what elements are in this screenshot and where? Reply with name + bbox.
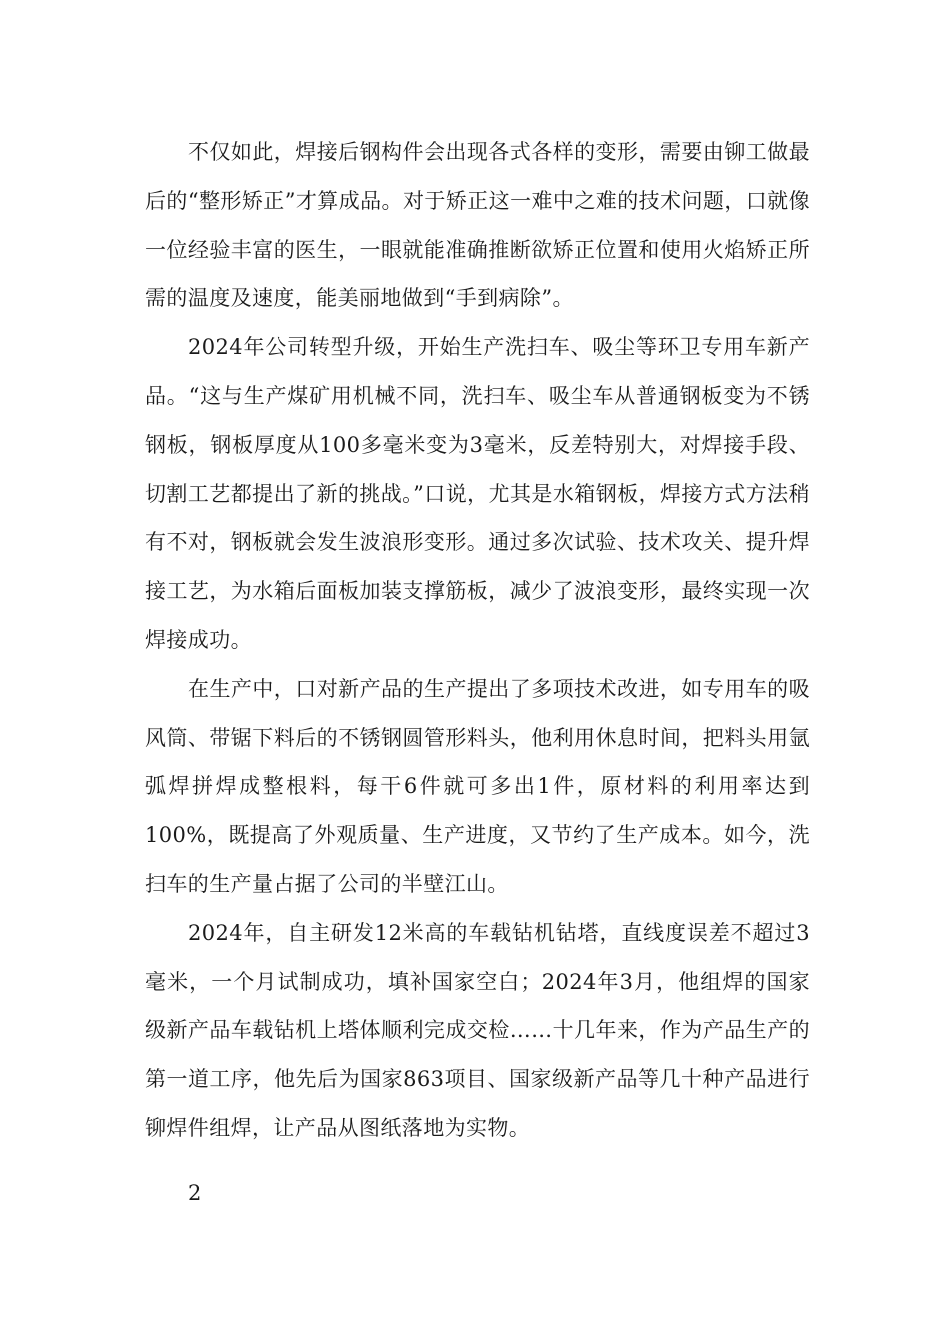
paragraph-correction: 不仅如此，焊接后钢构件会出现各式各样的变形，需要由铆工做最后的“整形矫正”才算成品。对于矫正这一难中之难的技术问题，口就像一位经验丰富的医生，一眼就能准确推断欲矫正位置和使用火焰矫正所需的温度及速度，能美丽地做到“手到病除”。	[145, 140, 810, 311]
page-number: 2	[188, 1181, 202, 1205]
paragraph-improvements: 在生产中，口对新产品的生产提出了多项技术改进，如专用车的吸风筒、带锯下料后的不锈钢圆管形料头，他利用休息时间，把料头用氩弧焊拼焊成整根料，每干6件就可多出1件，原材料的利用率达到100%，既提高了外观质量、生产进度，又节约了生产成本。如今，洗扫车的生产量占据了公司的半壁江山。	[145, 676, 810, 896]
paragraph-transformation: 2024年公司转型升级，开始生产洗扫车、吸尘等环卫专用车新产品。“这与生产煤矿用机械不同，洗扫车、吸尘车从普通钢板变为不锈钢板，钢板厚度从100多毫米变为3毫米，反差特别大，对焊接手段、切割工艺都提出了新的挑战。”口说，尤其是水箱钢板，焊接方式方法稍有不对，钢板就会发生波浪形变形。通过多次试验、技术攻关、提升焊接工艺，为水箱后面板加装支撑筋板，减少了波浪变形，最终实现一次焊接成功。	[145, 335, 810, 652]
paragraph-achievements: 2024年，自主研发12米高的车载钻机钻塔，直线度误差不超过3毫米，一个月试制成功，填补国家空白；2024年3月，他组焊的国家级新产品车载钻机上塔体顺利完成交检……十几年来，作为产品生产的第一道工序，他先后为国家863项目、国家级新产品等几十种产品进行铆焊件组焊，让产品从图纸落地为实物。	[145, 920, 810, 1140]
document-body	[145, 128, 810, 1153]
